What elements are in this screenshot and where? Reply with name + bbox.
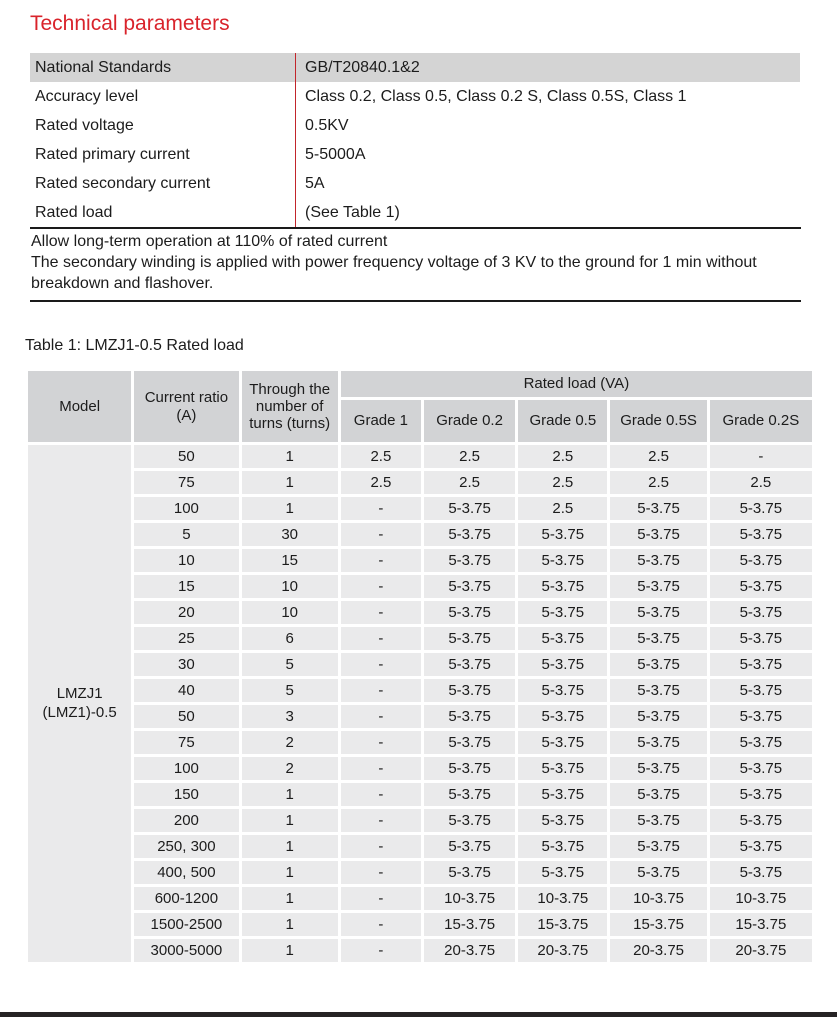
spec-row — [30, 111, 800, 140]
table-cell: 5-3.75 — [710, 757, 812, 780]
table-cell: 5 — [134, 523, 238, 546]
table-cell: 3000-5000 — [134, 939, 238, 962]
table-cell: 5-3.75 — [424, 731, 515, 754]
table-cell: 1 — [242, 497, 338, 520]
table-cell: 20-3.75 — [610, 939, 706, 962]
table-cell: - — [341, 783, 421, 806]
table-row — [28, 445, 812, 468]
spec-table-body — [30, 53, 800, 227]
table-row — [28, 939, 812, 962]
table-cell: 400, 500 — [134, 861, 238, 884]
table-cell: 5-3.75 — [710, 731, 812, 754]
spec-label: Rated secondary current — [35, 174, 211, 192]
table-cell: - — [341, 497, 421, 520]
col-header-grade-0-5s: Grade 0.5S — [610, 400, 706, 442]
col-header-turns: Through the number of turns (turns) — [242, 371, 338, 442]
table-row — [28, 835, 812, 858]
table-cell: - — [341, 757, 421, 780]
table-cell: 1500-2500 — [134, 913, 238, 936]
table-cell: - — [341, 939, 421, 962]
table-cell: 5-3.75 — [710, 549, 812, 572]
table-cell: 15-3.75 — [710, 913, 812, 936]
table-cell: 5-3.75 — [518, 627, 607, 650]
table-cell: 5 — [242, 653, 338, 676]
table-cell: 5 — [242, 679, 338, 702]
table-cell: 10-3.75 — [710, 887, 812, 910]
divider-line — [30, 300, 801, 302]
table-row — [28, 497, 812, 520]
table-cell: 1 — [242, 861, 338, 884]
table-cell: 5-3.75 — [610, 731, 706, 754]
table-cell: 5-3.75 — [710, 601, 812, 624]
table1-caption: Table 1: LMZJ1-0.5 Rated load — [25, 337, 244, 354]
table-cell: 2.5 — [341, 471, 421, 494]
table-cell: - — [341, 731, 421, 754]
spec-row — [30, 140, 800, 169]
table-cell: 15-3.75 — [610, 913, 706, 936]
table-cell: 50 — [134, 705, 238, 728]
table-cell: 10 — [134, 549, 238, 572]
table-cell: 5-3.75 — [710, 861, 812, 884]
spec-value: 0.5KV — [296, 111, 801, 140]
table-row — [28, 887, 812, 910]
table-row — [28, 627, 812, 650]
table-cell: 30 — [242, 523, 338, 546]
table-cell: 5-3.75 — [710, 523, 812, 546]
table-row — [28, 913, 812, 936]
notes-section — [31, 231, 793, 294]
table-cell: 75 — [134, 471, 238, 494]
table-cell: 5-3.75 — [710, 575, 812, 598]
table-cell: - — [341, 627, 421, 650]
table-cell: 5-3.75 — [518, 523, 607, 546]
spec-value: (See Table 1) — [296, 198, 801, 227]
table-cell: 5-3.75 — [610, 705, 706, 728]
col-header-grade-1: Grade 1 — [341, 400, 421, 442]
table-cell: - — [341, 601, 421, 624]
table-cell: 5-3.75 — [518, 861, 607, 884]
table-cell: 2.5 — [424, 445, 515, 468]
table-cell: 5-3.75 — [610, 601, 706, 624]
table-cell: 40 — [134, 679, 238, 702]
table-cell: 10 — [242, 575, 338, 598]
table-cell: 5-3.75 — [518, 835, 607, 858]
table-cell: 5-3.75 — [518, 575, 607, 598]
table-cell: - — [341, 705, 421, 728]
table-cell: - — [341, 887, 421, 910]
table-cell: 5-3.75 — [610, 679, 706, 702]
spec-table — [30, 53, 800, 227]
col-header-rated-load: Rated load (VA) — [341, 371, 812, 397]
table-cell: 5-3.75 — [610, 835, 706, 858]
table-cell: 100 — [134, 757, 238, 780]
spec-label: Rated load — [35, 203, 113, 221]
rated-load-table-body — [28, 445, 812, 962]
table-cell: 6 — [242, 627, 338, 650]
table-row — [28, 601, 812, 624]
table-cell: 75 — [134, 731, 238, 754]
col-header-grade-0-2s: Grade 0.2S — [710, 400, 812, 442]
table-cell: 150 — [134, 783, 238, 806]
table-cell: - — [710, 445, 812, 468]
spec-row — [30, 169, 800, 198]
table-cell: 1 — [242, 887, 338, 910]
table-cell: 5-3.75 — [710, 783, 812, 806]
table-cell: 2.5 — [518, 497, 607, 520]
col-header-grade-0-5: Grade 0.5 — [518, 400, 607, 442]
table-cell: 100 — [134, 497, 238, 520]
table-cell: 5-3.75 — [424, 809, 515, 832]
model-line: (LMZ1)-0.5 — [42, 703, 117, 721]
table-cell: 5-3.75 — [610, 783, 706, 806]
table-cell: 5-3.75 — [424, 601, 515, 624]
table-cell: 1 — [242, 445, 338, 468]
spec-value: Class 0.2, Class 0.5, Class 0.2 S, Class 0.5S, Class 1 — [296, 82, 801, 111]
spec-label: Accuracy level — [35, 87, 139, 105]
table-cell: 15-3.75 — [424, 913, 515, 936]
table-row — [28, 861, 812, 884]
table-cell: 2.5 — [610, 471, 706, 494]
table-cell: 1 — [242, 783, 338, 806]
table-cell: 5-3.75 — [518, 783, 607, 806]
table-row — [28, 731, 812, 754]
spec-row — [30, 198, 800, 227]
table-cell: 5-3.75 — [710, 627, 812, 650]
table-cell: - — [341, 549, 421, 572]
table-cell: 5-3.75 — [518, 679, 607, 702]
table-cell: 20-3.75 — [518, 939, 607, 962]
table-cell: 5-3.75 — [424, 861, 515, 884]
table-cell: 20 — [134, 601, 238, 624]
table-cell: 5-3.75 — [518, 731, 607, 754]
table-cell: 2.5 — [710, 471, 812, 494]
table-cell: 5-3.75 — [610, 549, 706, 572]
table-cell: 2.5 — [518, 471, 607, 494]
table-cell: 5-3.75 — [518, 757, 607, 780]
table-cell: 2 — [242, 757, 338, 780]
table-cell: 5-3.75 — [424, 705, 515, 728]
table-row — [28, 575, 812, 598]
table-cell: 20-3.75 — [424, 939, 515, 962]
spec-value: 5-5000A — [296, 140, 801, 169]
table-cell: - — [341, 679, 421, 702]
table-cell: 5-3.75 — [424, 523, 515, 546]
table-cell: 5-3.75 — [518, 809, 607, 832]
table-cell: 5-3.75 — [424, 835, 515, 858]
table-cell: 5-3.75 — [424, 757, 515, 780]
table-cell: 5-3.75 — [610, 757, 706, 780]
note-line: Allow long-term operation at 110% of rated current — [31, 233, 388, 250]
table-row — [28, 679, 812, 702]
table-row — [28, 549, 812, 572]
table-cell: - — [341, 575, 421, 598]
table-cell: 5-3.75 — [610, 861, 706, 884]
table-row — [28, 757, 812, 780]
table-cell: 5-3.75 — [610, 497, 706, 520]
table-cell: 1 — [242, 835, 338, 858]
table-cell: 5-3.75 — [424, 575, 515, 598]
table-cell: 5-3.75 — [710, 679, 812, 702]
table-row — [28, 471, 812, 494]
table-cell: 5-3.75 — [518, 653, 607, 676]
model-cell — [28, 445, 131, 962]
spec-value: 5A — [296, 169, 801, 198]
table-cell: 5-3.75 — [610, 653, 706, 676]
table-cell: 1 — [242, 809, 338, 832]
col-header-current-ratio: Current ratio (A) — [134, 371, 238, 442]
table-cell: - — [341, 835, 421, 858]
spec-row — [30, 82, 800, 111]
table-cell: 50 — [134, 445, 238, 468]
bottom-rule — [0, 1012, 837, 1017]
table-cell: 2 — [242, 731, 338, 754]
table-cell: 5-3.75 — [710, 705, 812, 728]
table-cell: 200 — [134, 809, 238, 832]
table-cell: 5-3.75 — [424, 627, 515, 650]
table-cell: 5-3.75 — [518, 549, 607, 572]
spec-label: Rated voltage — [35, 116, 134, 134]
table-cell: 5-3.75 — [710, 809, 812, 832]
table-row — [28, 783, 812, 806]
table-cell: 10 — [242, 601, 338, 624]
table-cell: 5-3.75 — [710, 653, 812, 676]
table-cell: 20-3.75 — [710, 939, 812, 962]
table-cell: 2.5 — [424, 471, 515, 494]
rated-load-table — [25, 368, 815, 965]
table-cell: 15-3.75 — [518, 913, 607, 936]
table-cell: 10-3.75 — [518, 887, 607, 910]
rated-load-table-header — [28, 371, 812, 442]
spec-label: Rated primary current — [35, 145, 190, 163]
spec-row — [30, 53, 800, 82]
spec-value: GB/T20840.1&2 — [296, 53, 801, 82]
table-cell: 5-3.75 — [518, 705, 607, 728]
table-cell: 5-3.75 — [710, 497, 812, 520]
table-cell: 15 — [242, 549, 338, 572]
table-cell: 5-3.75 — [424, 679, 515, 702]
table-cell: 1 — [242, 913, 338, 936]
table-row — [28, 653, 812, 676]
model-line: LMZJ1 — [56, 684, 103, 702]
table-row — [28, 523, 812, 546]
table-cell: 1 — [242, 939, 338, 962]
table-cell: 5-3.75 — [424, 783, 515, 806]
table-cell: 2.5 — [341, 445, 421, 468]
table-cell: 2.5 — [518, 445, 607, 468]
table-cell: 2.5 — [610, 445, 706, 468]
table-cell: - — [341, 653, 421, 676]
table-cell: 30 — [134, 653, 238, 676]
table-cell: - — [341, 913, 421, 936]
table-cell: 3 — [242, 705, 338, 728]
table-row — [28, 705, 812, 728]
table-cell: 5-3.75 — [610, 575, 706, 598]
table-cell: 250, 300 — [134, 835, 238, 858]
table-cell: 1 — [242, 471, 338, 494]
divider-line — [30, 227, 801, 229]
table-cell: 5-3.75 — [610, 627, 706, 650]
page-title: Technical parameters — [30, 12, 230, 35]
table-cell: 10-3.75 — [424, 887, 515, 910]
table-cell: 5-3.75 — [710, 835, 812, 858]
table-cell: 5-3.75 — [610, 809, 706, 832]
table-cell: - — [341, 861, 421, 884]
table-cell: 15 — [134, 575, 238, 598]
spec-label: National Standards — [35, 58, 172, 76]
table-cell: 5-3.75 — [424, 653, 515, 676]
col-header-grade-0-2: Grade 0.2 — [424, 400, 515, 442]
table-cell: - — [341, 523, 421, 546]
table-cell: 600-1200 — [134, 887, 238, 910]
col-header-model: Model — [28, 371, 131, 442]
table-row — [28, 809, 812, 832]
note-line: The secondary winding is applied with power frequency voltage of 3 KV to the ground for 1 min without breakdown and flashover. — [31, 254, 757, 292]
table-cell: 10-3.75 — [610, 887, 706, 910]
table-cell: 5-3.75 — [424, 497, 515, 520]
table-cell: - — [341, 809, 421, 832]
table-cell: 5-3.75 — [424, 549, 515, 572]
table-cell: 5-3.75 — [610, 523, 706, 546]
table-cell: 5-3.75 — [518, 601, 607, 624]
table-cell: 25 — [134, 627, 238, 650]
